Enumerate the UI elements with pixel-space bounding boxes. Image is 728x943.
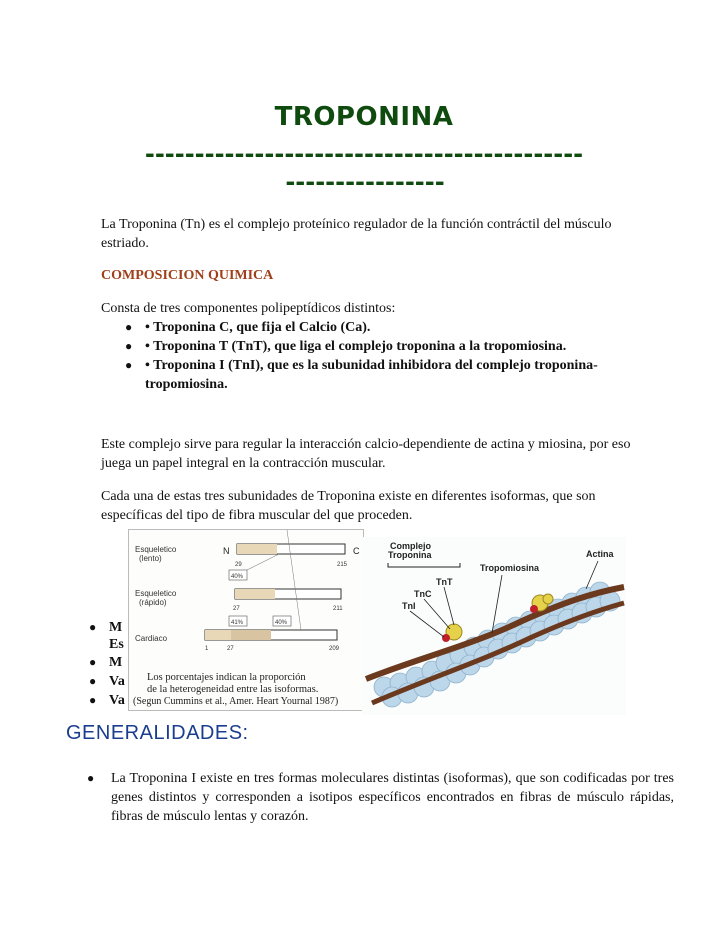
row-label-lento: Esqueletico (135, 545, 177, 554)
obscured-text: Va (109, 693, 125, 708)
svg-text:1: 1 (205, 646, 209, 652)
svg-text:(rápido): (rápido) (139, 598, 167, 607)
bullet-icon: ● (89, 693, 97, 707)
label-tni: TnI (402, 601, 416, 611)
row-label-rapido: Esqueletico (135, 589, 177, 598)
label-tropomiosina: Tropomiosina (480, 563, 540, 573)
n-label: N (223, 546, 230, 556)
generalidades-text: La Troponina I existe en tres formas moleculares distintas (isoformas), que son codificadas por tres genes distintos y corresponden a isotipos específicos encontrados en fibras de músculo rápidas, fibras de músculo lentas y corazón. (111, 771, 674, 824)
svg-text:29: 29 (235, 562, 242, 568)
actin-filament-diagram (362, 537, 626, 715)
obscured-text: M (109, 620, 123, 635)
list-item: ● • Troponina C, que fija el Calcio (Ca). (101, 318, 621, 337)
svg-text:41%: 41% (231, 620, 244, 626)
svg-text:27: 27 (233, 606, 240, 612)
troponin-complex-figure (362, 537, 626, 715)
obscured-text: M (109, 655, 123, 670)
isoform-figure (128, 529, 364, 711)
label-complejo: Complejo (390, 541, 432, 551)
list-item: ● • Troponina T (TnT), que liga el complejo troponina a la tropomiosina. (101, 337, 621, 356)
svg-text:211: 211 (333, 606, 343, 612)
paragraph-3: Cada una de estas tres subunidades de Troponina existe en diferentes isoformas, que son específicas del tipo de fibra muscular del que proceden. (101, 489, 596, 523)
label-tnc: TnC (414, 589, 432, 599)
svg-text:209: 209 (329, 646, 340, 652)
svg-text:215: 215 (337, 562, 348, 568)
composition-lead: Consta de tres componentes polipeptídicos distintos: (101, 301, 396, 316)
svg-text:(lento): (lento) (139, 554, 162, 563)
bullet-icon: ● (89, 655, 97, 669)
bullet-icon: ● (89, 620, 97, 634)
isoform-diagram (129, 530, 363, 710)
page-title: TROPONINA (274, 102, 454, 132)
svg-text:27: 27 (227, 646, 234, 652)
list-item: ● • Troponina I (TnI), que es la subunidad inhibidora del complejo troponina-tropomiosina. (101, 356, 621, 394)
generalidades-list-item (89, 769, 674, 826)
section-heading: COMPOSICION QUIMICA (101, 268, 274, 283)
paragraph-2: Este complejo sirve para regular la interacción calcio-dependiente de actina y miosina, por eso juega un papel integral en la contracción muscular. (101, 437, 631, 471)
label-tnt: TnT (436, 577, 453, 587)
bullet-icon: ● (89, 674, 97, 688)
obscured-text: Es (109, 637, 124, 652)
components-list (101, 318, 621, 394)
svg-text:40%: 40% (231, 574, 244, 580)
label-actina: Actina (586, 549, 614, 559)
bullet-icon: ● (87, 771, 95, 785)
c-label: C (353, 546, 360, 556)
figure-caption: Los porcentajes indican la proporción (147, 672, 306, 683)
row-label-cardiaco: Cardiaco (135, 634, 168, 643)
generalidades-heading: GENERALIDADES: (66, 722, 249, 744)
svg-text:40%: 40% (275, 620, 288, 626)
title-underline-1: -------------------------------------------- (144, 140, 584, 168)
obscured-text: Va (109, 674, 125, 689)
svg-text:de la heterogeneidad entre las: de la heterogeneidad entre las isoformas. (147, 684, 319, 695)
intro-paragraph: La Troponina (Tn) es el complejo proteínico regulador de la función contráctil del músculo estriado. (101, 217, 612, 251)
svg-text:(Segun Cummins et al., Amer. H: (Segun Cummins et al., Amer. Heart Yournal 1987) (133, 696, 339, 707)
title-underline-2: ---------------- (285, 168, 445, 196)
svg-text:Troponina: Troponina (388, 550, 432, 560)
